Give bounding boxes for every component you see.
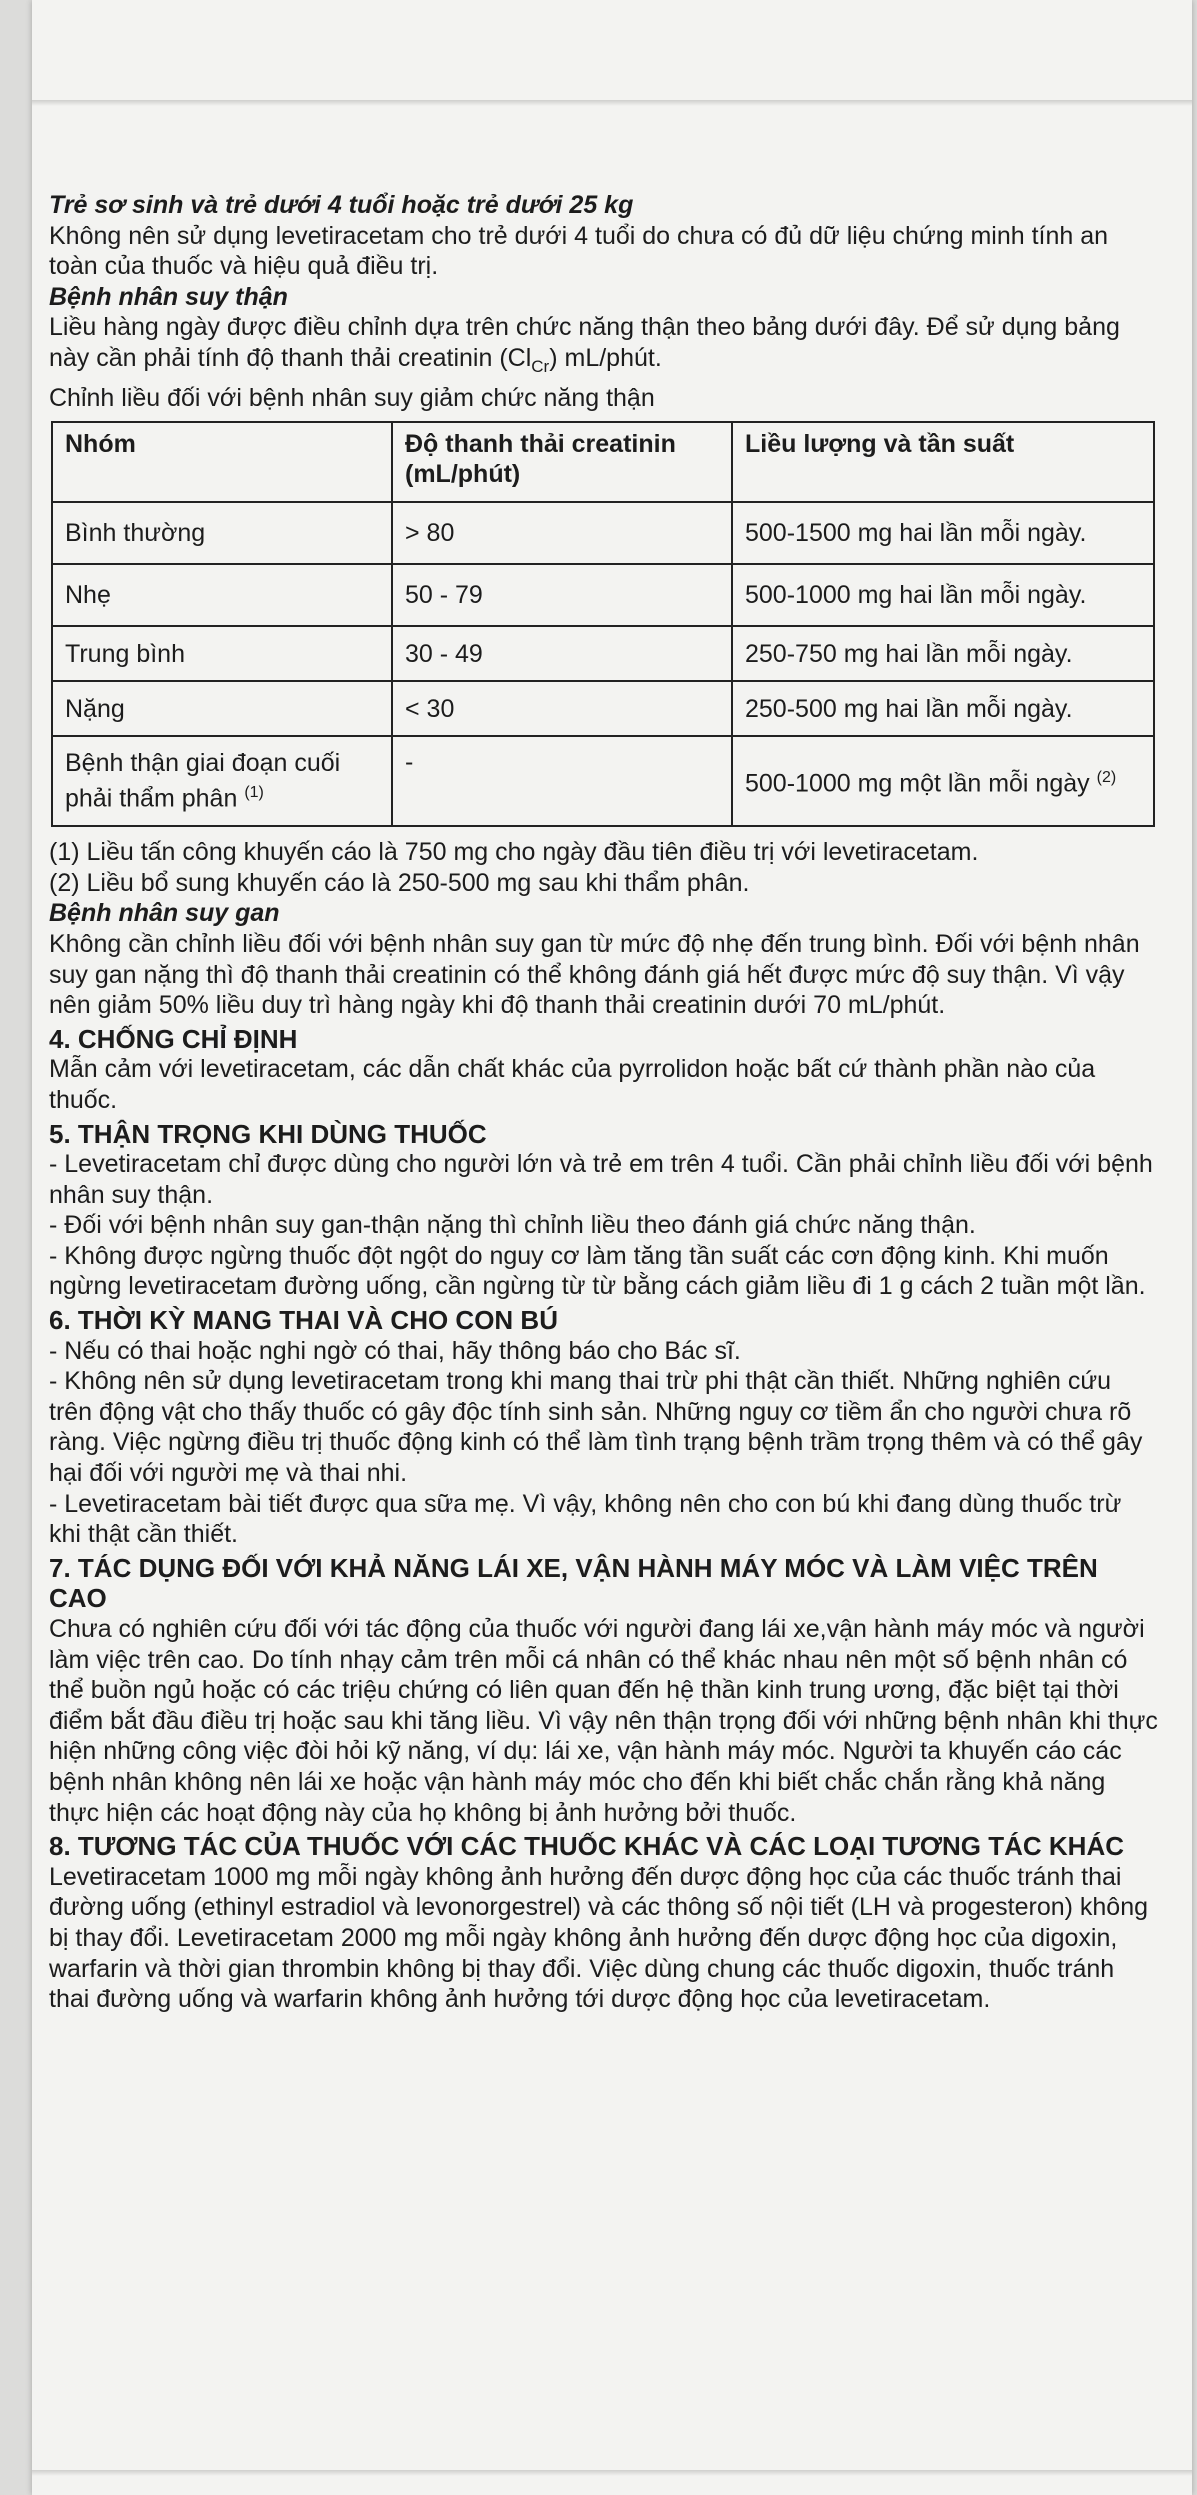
table-cell-dose: 500-1500 mg hai lần mỗi ngày. — [732, 502, 1154, 564]
list-item: - Nếu có thai hoặc nghi ngờ có thai, hãy thông báo cho Bác sĩ. — [49, 1336, 741, 1365]
list-item: - Levetiracetam chỉ được dùng cho người lớn và trẻ em trên 4 tuổi. Cần phải chỉnh liều đối với bệnh nhân suy thận. — [49, 1150, 1153, 1209]
table-cell-group: Nặng — [52, 681, 392, 736]
section-title-precautions: 5. THẬN TRỌNG KHI DÙNG THUỐC — [49, 1118, 487, 1149]
table-cell-clearance: - — [392, 736, 732, 826]
list-item: - Không nên sử dụng levetiracetam trong khi mang thai trừ phi thật cần thiết. Những nghiên cứu trên động vật cho thấy thuốc có gây độc tính sinh sản. Những nguy cơ tiềm ẩn cho người chưa rõ ràng. Việc ngừng điều trị thuốc động kinh có thể làm tình trạng bệnh trầm trọng thêm và có thể gây hại đối với người mẹ và thai nhi. — [49, 1367, 1143, 1488]
table-row — [52, 736, 1154, 826]
footnote-2: (2) Liều bổ sung khuyến cáo là 250-500 mg sau khi thẩm phân. — [49, 868, 750, 897]
leaflet-content — [49, 190, 1159, 2015]
table-row — [52, 502, 1154, 564]
table-caption: Chỉnh liều đối với bệnh nhân suy giảm chức năng thận — [49, 383, 655, 412]
table-cell-dose: 250-500 mg hai lần mỗi ngày. — [732, 681, 1154, 736]
page-fold — [32, 100, 1192, 106]
list-item: - Levetiracetam bài tiết được qua sữa mẹ. Vì vậy, không nên cho con bú khi đang dùng thuốc trừ khi thật cần thiết. — [49, 1489, 1122, 1549]
subsection-body-children: Không nên sử dụng levetiracetam cho trẻ dưới 4 tuổi do chưa có đủ dữ liệu chứng minh tính an toàn của thuốc và hiệu quả điều trị. — [49, 221, 1109, 281]
table-header-row — [52, 422, 1154, 502]
list-item: - Đối với bệnh nhân suy gan-thận nặng thì chỉnh liều theo đánh giá chức năng thận. — [49, 1211, 976, 1240]
footnote-marker: (2) — [1096, 769, 1117, 787]
table-cell-dose — [732, 736, 1154, 826]
renal-body-text: Liều hàng ngày được điều chỉnh dựa trên chức năng thận theo bảng dưới đây. Để sử dụng bảng này cần phải tính độ thanh thải creatinin (Cl — [49, 313, 1120, 372]
renal-body-subscript: Cr — [531, 356, 550, 376]
footnote-marker: (1) — [244, 784, 264, 802]
table-header-dose: Liều lượng và tần suất — [732, 422, 1154, 502]
subsection-body-hepatic: Không cần chỉnh liều đối với bệnh nhân suy gan từ mức độ nhẹ đến trung bình. Đối với bệnh nhân suy gan nặng thì độ thanh thải creatinin có thể không đánh giá hết được mức độ suy thận. Vì vậy nên giảm 50% liều duy trì hàng ngày khi độ thanh thải creatinin dưới 70 mL/phút. — [49, 929, 1140, 1020]
page-fold-bottom — [32, 2470, 1192, 2476]
table-header-group: Nhóm — [52, 422, 392, 502]
table-cell-dose: 500-1000 mg hai lần mỗi ngày. — [732, 564, 1154, 626]
table-cell-clearance: > 80 — [392, 502, 732, 564]
section-body-interactions: Levetiracetam 1000 mg mỗi ngày không ảnh hưởng đến dược động học của các thuốc tránh thai đường uống (ethinyl estradiol và levonorgestrel) và các thông số nội tiết (LH và progesteron) không bị thay đổi. Levetiracetam 2000 mg mỗi ngày không ảnh hưởng đến dược động học của digoxin, warfarin và thời gian thrombin không bị thay đổi. Việc dùng chung các thuốc digoxin, thuốc tránh thai đường uống và warfarin không ảnh hưởng tới dược động học của levetiracetam. — [49, 1862, 1149, 2014]
table-cell-clearance: 50 - 79 — [392, 564, 732, 626]
section-title-interactions: 8. TƯƠNG TÁC CỦA THUỐC VỚI CÁC THUỐC KHÁC VÀ CÁC LOẠI TƯƠNG TÁC KHÁC — [49, 1831, 1125, 1862]
footnote-1: (1) Liều tấn công khuyến cáo là 750 mg cho ngày đầu tiên điều trị với levetiracetam. — [49, 838, 979, 867]
table-cell-group — [52, 736, 392, 826]
table-cell-dose: 250-750 mg hai lần mỗi ngày. — [732, 626, 1154, 681]
section-body-contraindications: Mẫn cảm với levetiracetam, các dẫn chất khác của pyrrolidon hoặc bất cứ thành phần nào của thuốc. — [49, 1055, 1096, 1114]
section-body-driving: Chưa có nghiên cứu đối với tác động của thuốc với người đang lái xe,vận hành máy móc và người làm việc trên cao. Do tính nhạy cảm trên mỗi cá nhân có thể khác nhau nên một số bệnh nhân có thể buồn ngủ hoặc có các triệu chứng có liên quan đến hệ thần kinh trung ương, đặc biệt tại thời điểm bắt đầu điều trị hoặc sau khi tăng liều. Vì vậy nên thận trọng đối với những bệnh nhân khi thực hiện những công việc đòi hỏi kỹ năng, ví dụ: lái xe, vận hành máy móc. Người ta khuyến cáo các bệnh nhân không nên lái xe hoặc vận hành máy móc cho đến khi biết chắc chắn rằng khả năng thực hiện các hoạt động này của họ không bị ảnh hưởng bởi thuốc. — [49, 1615, 1158, 1827]
renal-dose-table — [51, 421, 1155, 827]
table-cell-clearance: 30 - 49 — [392, 626, 732, 681]
renal-body-text-end: ) mL/phút. — [549, 343, 662, 372]
table-cell-group: Nhẹ — [52, 564, 392, 626]
table-cell-group: Bình thường — [52, 502, 392, 564]
list-item: - Không được ngừng thuốc đột ngột do nguy cơ làm tăng tần suất các cơn động kinh. Khi muốn ngừng levetiracetam đường uống, cần ngừng từ từ bằng cách giảm liều đi 1 g cách 2 tuần một lần. — [49, 1241, 1146, 1301]
table-row — [52, 626, 1154, 681]
table-cell-clearance: < 30 — [392, 681, 732, 736]
table-row — [52, 681, 1154, 736]
subsection-title-hepatic: Bệnh nhân suy gan — [49, 899, 280, 928]
section-title-pregnancy: 6. THỜI KỲ MANG THAI VÀ CHO CON BÚ — [49, 1305, 558, 1336]
table-cell-group-text: Bệnh thận giai đoạn cuối phải thẩm phân — [65, 749, 341, 813]
table-cell-dose-text: 500-1000 mg một lần mỗi ngày — [745, 769, 1090, 798]
subsection-title-children: Trẻ sơ sinh và trẻ dưới 4 tuổi hoặc trẻ dưới 25 kg — [49, 191, 634, 219]
table-header-clearance: Độ thanh thải creatinin (mL/phút) — [392, 422, 732, 502]
table-cell-group: Trung bình — [52, 626, 392, 681]
subsection-title-renal: Bệnh nhân suy thận — [49, 282, 288, 311]
table-row — [52, 564, 1154, 626]
section-title-driving: 7. TÁC DỤNG ĐỐI VỚI KHẢ NĂNG LÁI XE, VẬN HÀNH MÁY MÓC VÀ LÀM VIỆC TRÊN CAO — [49, 1552, 1098, 1614]
subsection-body-renal — [49, 312, 1159, 382]
section-title-contraindications: 4. CHỐNG CHỈ ĐỊNH — [49, 1023, 298, 1054]
